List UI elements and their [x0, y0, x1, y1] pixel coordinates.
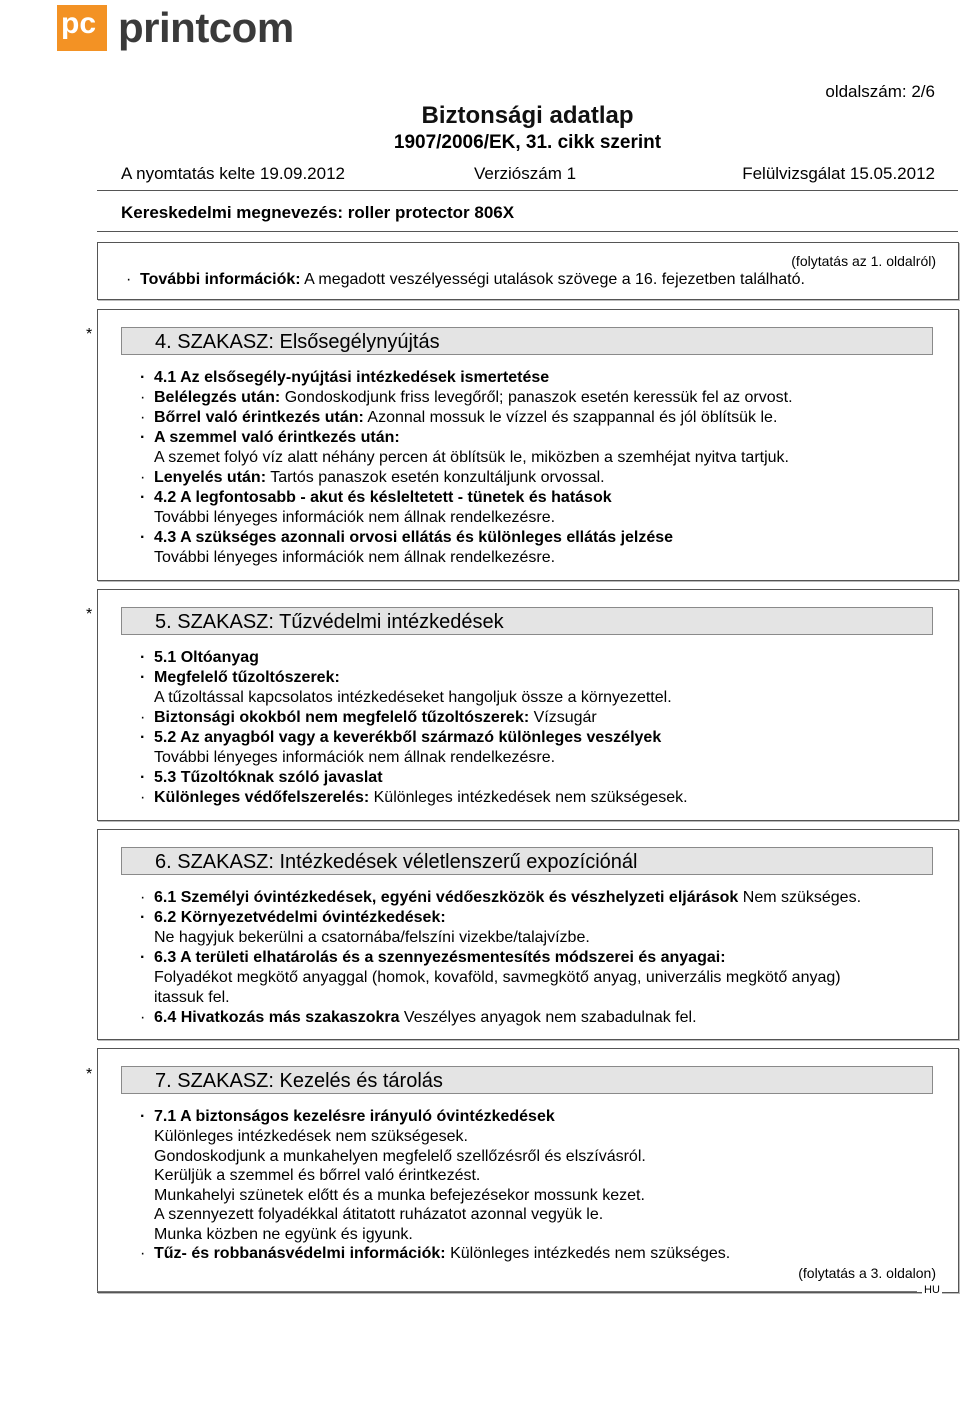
list-item: További lényeges információk nem állnak rendelkezésre. [154, 549, 556, 566]
list-item: Kerüljük a szemmel és bőrrel való érintkezést. [154, 1167, 481, 1184]
list-item: · 6.3 A területi elhatárolás és a szennyezésmentesítés módszerei és anyagai: [140, 948, 938, 968]
continuation-box [97, 242, 959, 300]
list-item: · 4.3 A szükséges azonnali orvosi ellátás és különleges ellátás jelzése [140, 528, 938, 548]
list-item: A tűzoltással kapcsolatos intézkedéseket hangoljuk össze a környezettel. [154, 689, 672, 706]
list-item: · 7.1 A biztonságos kezelésre irányuló óvintézkedések [140, 1107, 938, 1127]
section-4 [97, 309, 959, 581]
list-item: · Megfelelő tűzoltószerek: [140, 668, 938, 688]
logo-mark-text: pc [61, 7, 97, 40]
list-item: · 6.2 Környezetvédelmi óvintézkedések: [140, 908, 938, 928]
section-4-title: 4. SZAKASZ: Elsősegélynyújtás [121, 327, 933, 355]
section-7-title: 7. SZAKASZ: Kezelés és tárolás [121, 1066, 933, 1094]
logo-mark [57, 5, 107, 51]
section-4-marker: * [86, 326, 93, 343]
list-item: A szemet folyó víz alatt néhány percen át öblítsük le, miközben a szemhéjat nyitva tartjuk. [154, 449, 789, 466]
logo-name: printcom [118, 4, 294, 51]
list-item: · Belélegzés után: Gondoskodjunk friss levegőről; panaszok esetén keressük fel az orvost. [140, 388, 938, 408]
list-item: További lényeges információk nem állnak rendelkezésre. [154, 749, 556, 766]
continued-from: (folytatás az 1. oldalról) [791, 253, 936, 269]
list-item: Folyadékot megkötő anyaggal (homok, kovaföld, savmegkötő anyag, univerzális megkötő anyag) [154, 969, 841, 986]
list-item: · 5.2 Az anyagból vagy a keverékből származó különleges veszélyek [140, 728, 938, 748]
language-code: HU [924, 1284, 940, 1296]
list-item: Munka közben ne együnk és igyunk. [154, 1225, 413, 1243]
section-5-marker: * [86, 606, 93, 623]
revision-date: Felülvizsgálat 15.05.2012 [742, 164, 935, 183]
section-7-marker: * [86, 1066, 93, 1083]
section-6 [97, 829, 959, 1040]
list-item: · 5.1 Oltóanyag [140, 648, 938, 668]
version-number: Verziószám 1 [474, 164, 577, 183]
list-item: · 5.3 Tűzoltóknak szóló javaslat [140, 768, 938, 788]
document-title: Biztonsági adatlap [421, 102, 634, 129]
section-5-title: 5. SZAKASZ: Tűzvédelmi intézkedések [121, 607, 933, 635]
list-item: · A szemmel való érintkezés után: [140, 428, 938, 448]
list-item: · Lenyelés után: Tartós panaszok esetén konzultáljunk orvossal. [140, 468, 938, 488]
list-item: · 4.2 A legfontosabb - akut és késleltetett - tünetek és hatások [140, 488, 938, 508]
list-item: Ne hagyjuk bekerülni a csatornába/felszíni vizekbe/talajvízbe. [154, 929, 590, 946]
list-item: További lényeges információk nem állnak rendelkezésre. [154, 509, 556, 526]
list-item: · Tűz- és robbanásvédelmi információk: Különleges intézkedés nem szükséges. [140, 1244, 938, 1264]
print-date: A nyomtatás kelte 19.09.2012 [121, 164, 345, 183]
list-item: Különleges intézkedések nem szükségesek. [154, 1128, 468, 1145]
trade-name: Kereskedelmi megnevezés: roller protector 806X [121, 203, 515, 222]
section-5 [97, 589, 959, 821]
page-number: oldalszám: 2/6 [825, 82, 935, 101]
header-rule [97, 190, 958, 191]
list-item: · 6.1 Személyi óvintézkedések, egyéni védőeszközök és vészhelyzeti eljárások Nem szükséges. [140, 888, 938, 908]
document-subtitle: 1907/2006/EK, 31. cikk szerint [393, 132, 662, 153]
list-item: · Biztonsági okokból nem megfelelő tűzoltószerek: Vízsugár [140, 708, 938, 728]
list-item: · 6.4 Hivatkozás más szakaszokra Veszélyes anyagok nem szabadulnak fel. [140, 1008, 938, 1028]
section-7 [97, 1048, 959, 1293]
further-info-line: · További információk: A megadott veszélyességi utalások szövege a 16. fejezetben található. [126, 270, 938, 290]
section-6-title: 6. SZAKASZ: Intézkedések véletlenszerű expozíciónál [121, 847, 933, 875]
list-item: Gondoskodjunk a munkahelyen megfelelő szellőzésről és elszívásról. [154, 1147, 646, 1165]
list-item: · Bőrrel való érintkezés után: Azonnal mossuk le vízzel és szappannal és jól öblítsük le. [140, 408, 938, 428]
list-item: A szennyezett folyadékkal átitatott ruházatot azonnal vegyük le. [154, 1206, 604, 1223]
list-item: · Különleges védőfelszerelés: Különleges intézkedések nem szükségesek. [140, 788, 938, 808]
list-item: itassuk fel. [154, 989, 230, 1006]
footer-rule [97, 1291, 917, 1292]
trade-rule [97, 231, 958, 232]
list-item: Munkahelyi szünetek előtt és a munka befejezésekor mossunk kezet. [154, 1186, 645, 1204]
continued-on: (folytatás a 3. oldalon) [798, 1265, 936, 1281]
list-item: · 4.1 Az elsősegély-nyújtási intézkedések ismertetése [140, 368, 938, 388]
